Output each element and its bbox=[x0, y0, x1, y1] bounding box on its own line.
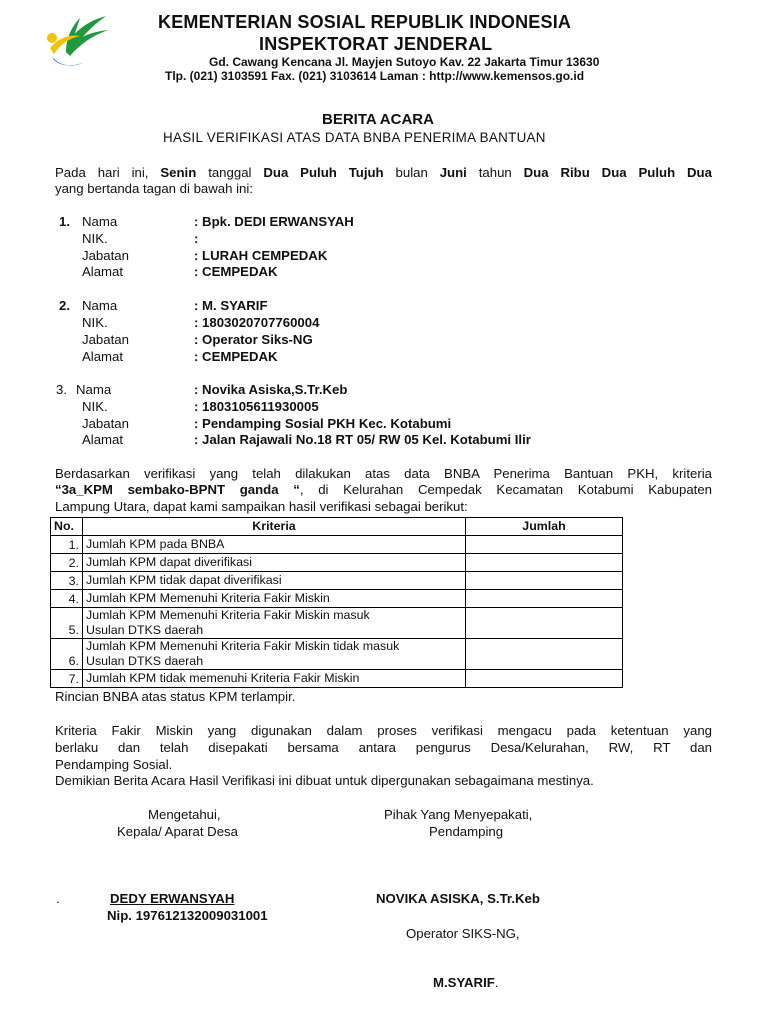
field-label: NIK. bbox=[82, 399, 108, 414]
intro-text: tanggal bbox=[208, 165, 252, 180]
table-row bbox=[51, 639, 623, 670]
table-row bbox=[51, 670, 623, 688]
row-amount bbox=[466, 639, 623, 670]
table-row bbox=[51, 608, 623, 639]
person-position: : Operator Siks-NG bbox=[194, 332, 313, 347]
signer-left-role2: Kepala/ Aparat Desa bbox=[117, 824, 238, 839]
person-number: 2. bbox=[59, 298, 70, 313]
table-row bbox=[51, 536, 623, 554]
signer-right-role2: Pendamping bbox=[429, 824, 504, 839]
criteria-text: Jumlah KPM tidak memenuhi Kriteria Fakir Miskin bbox=[86, 671, 360, 686]
person-address: : CEMPEDAK bbox=[194, 349, 278, 364]
operator-role: Operator SIKS-NG, bbox=[406, 926, 520, 941]
row-amount bbox=[466, 536, 623, 554]
operator-name: M.SYARIF bbox=[433, 975, 495, 990]
person-number: 1. bbox=[59, 214, 70, 229]
document-title: BERITA ACARA bbox=[322, 111, 434, 128]
row-criteria bbox=[83, 670, 466, 688]
header-no: No. bbox=[51, 518, 83, 536]
logo-swoosh-blue bbox=[52, 56, 84, 66]
row-criteria bbox=[83, 536, 466, 554]
criteria-text: Jumlah KPM Memenuhi Kriteria Fakir Miskin masuk bbox=[86, 608, 370, 623]
row-amount bbox=[466, 670, 623, 688]
row-amount bbox=[466, 608, 623, 639]
unit-name: INSPEKTORAT JENDERAL bbox=[259, 34, 493, 54]
person-position: : LURAH CEMPEDAK bbox=[194, 248, 328, 263]
person-nik: : 1803105611930005 bbox=[194, 399, 319, 414]
header-amount: Jumlah bbox=[466, 518, 623, 536]
signer-right-role1: Pihak Yang Menyepakati, bbox=[384, 807, 533, 822]
intro-line2: yang bertanda tagan di bawah ini: bbox=[55, 181, 253, 196]
field-label: Nama bbox=[82, 214, 118, 229]
operator-signature bbox=[433, 975, 498, 990]
field-label: NIK. bbox=[82, 231, 108, 246]
row-criteria bbox=[83, 554, 466, 572]
field-label: Alamat bbox=[82, 432, 124, 447]
table-row bbox=[51, 590, 623, 608]
kemensos-logo bbox=[44, 8, 114, 70]
intro-text: Pada hari ini, bbox=[55, 165, 149, 180]
row-number: 6. bbox=[51, 639, 83, 670]
row-criteria bbox=[83, 608, 466, 639]
person-position: : Pendamping Sosial PKH Kec. Kotabumi bbox=[194, 416, 452, 431]
basis-line2 bbox=[55, 482, 712, 499]
criteria-text-cont: Usulan DTKS daerah bbox=[86, 623, 204, 637]
person-address: : CEMPEDAK bbox=[194, 264, 278, 279]
row-criteria bbox=[83, 590, 466, 608]
verification-table bbox=[50, 517, 623, 688]
person-name: : Novika Asiska,S.Tr.Keb bbox=[194, 382, 348, 397]
closing-statement: Demikian Berita Acara Hasil Verifikasi ini dibuat untuk dipergunakan sebagaimana mestinya. bbox=[55, 773, 594, 788]
row-criteria bbox=[83, 639, 466, 670]
intro-day: Senin bbox=[160, 165, 197, 180]
intro-date: Dua Puluh Tujuh bbox=[263, 165, 384, 180]
signature-dot: . bbox=[56, 891, 60, 906]
row-number: 3. bbox=[51, 572, 83, 590]
basis-line1: Berdasarkan verifikasi yang telah dilakukan atas data BNBA Penerima Bantuan PKH, kriteria bbox=[55, 466, 712, 481]
basis-criteria: “3a_KPM sembako-BPNT ganda “ bbox=[55, 482, 300, 497]
criteria-text-cont: Usulan DTKS daerah bbox=[86, 654, 204, 668]
person-number: 3. bbox=[56, 382, 67, 397]
row-amount bbox=[466, 572, 623, 590]
field-label: Nama bbox=[76, 382, 112, 397]
person-name: : M. SYARIF bbox=[194, 298, 268, 313]
intro-month: Juni bbox=[439, 165, 467, 180]
signer-left-nip: Nip. 197612132009031001 bbox=[107, 908, 268, 923]
row-number: 2. bbox=[51, 554, 83, 572]
table-row bbox=[51, 572, 623, 590]
field-label: Jabatan bbox=[82, 248, 129, 263]
intro-year: Dua Ribu Dua Puluh Dua bbox=[523, 165, 712, 180]
row-number: 4. bbox=[51, 590, 83, 608]
operator-dot: . bbox=[494, 975, 499, 990]
person-nik: : bbox=[194, 231, 199, 246]
field-label: Jabatan bbox=[82, 416, 129, 431]
criteria-text: Jumlah KPM tidak dapat diverifikasi bbox=[86, 573, 282, 588]
criteria-text: Jumlah KPM Memenuhi Kriteria Fakir Miskin tidak masuk bbox=[86, 639, 400, 654]
basis-line2-text: , di Kelurahan Cempedak Kecamatan Kotabumi Kabupaten bbox=[299, 482, 712, 497]
intro-line1 bbox=[55, 165, 712, 182]
field-label: Jabatan bbox=[82, 332, 129, 347]
row-amount bbox=[466, 590, 623, 608]
criteria-text: Jumlah KPM Memenuhi Kriteria Fakir Miskin bbox=[86, 591, 330, 606]
closing-line3: Pendamping Sosial. bbox=[55, 757, 173, 772]
header-criteria: Kriteria bbox=[83, 518, 466, 536]
person-nik: : 1803020707760004 bbox=[194, 315, 320, 330]
signer-right-name: NOVIKA ASISKA, S.Tr.Keb bbox=[376, 891, 540, 906]
person-name: : Bpk. DEDI ERWANSYAH bbox=[194, 214, 354, 229]
ministry-name: KEMENTERIAN SOSIAL REPUBLIK INDONESIA bbox=[158, 12, 572, 32]
row-number: 7. bbox=[51, 670, 83, 688]
table-row bbox=[51, 554, 623, 572]
field-label: Alamat bbox=[82, 349, 124, 364]
basis-line3: Lampung Utara, dapat kami sampaikan hasil verifikasi sebagai berikut: bbox=[55, 499, 468, 514]
signer-left-role1: Mengetahui, bbox=[148, 807, 221, 822]
table-header-row bbox=[51, 518, 623, 536]
closing-line1: Kriteria Fakir Miskin yang digunakan dalam proses verifikasi mengacu pada ketentuan yang bbox=[55, 723, 712, 738]
field-label: Nama bbox=[82, 298, 118, 313]
field-label: NIK. bbox=[82, 315, 108, 330]
logo-dot bbox=[47, 33, 57, 43]
criteria-text: Jumlah KPM dapat diverifikasi bbox=[86, 555, 252, 570]
letterhead-contact: Tlp. (021) 3103591 Fax. (021) 3103614 Laman : http://www.kemensos.go.id bbox=[165, 69, 585, 83]
intro-text: bulan bbox=[395, 165, 428, 180]
row-criteria bbox=[83, 572, 466, 590]
criteria-text: Jumlah KPM pada BNBA bbox=[86, 537, 225, 552]
signer-left-name: DEDY ERWANSYAH bbox=[110, 891, 235, 906]
field-label: Alamat bbox=[82, 264, 124, 279]
row-number: 1. bbox=[51, 536, 83, 554]
letterhead-address: Gd. Cawang Kencana Jl. Mayjen Sutoyo Kav. 22 Jakarta Timur 13630 bbox=[209, 55, 600, 69]
person-address: : Jalan Rajawali No.18 RT 05/ RW 05 Kel. Kotabumi Ilir bbox=[194, 432, 531, 447]
row-amount bbox=[466, 554, 623, 572]
intro-text: tahun bbox=[478, 165, 512, 180]
document-subtitle: HASIL VERIFIKASI ATAS DATA BNBA PENERIMA BANTUAN bbox=[163, 130, 546, 145]
closing-line2: berlaku dan telah disepakati bersama antara pengurus Desa/Kelurahan, RW, RT dan bbox=[55, 740, 712, 755]
attachment-note: Rincian BNBA atas status KPM terlampir. bbox=[55, 689, 296, 704]
row-number: 5. bbox=[51, 608, 83, 639]
